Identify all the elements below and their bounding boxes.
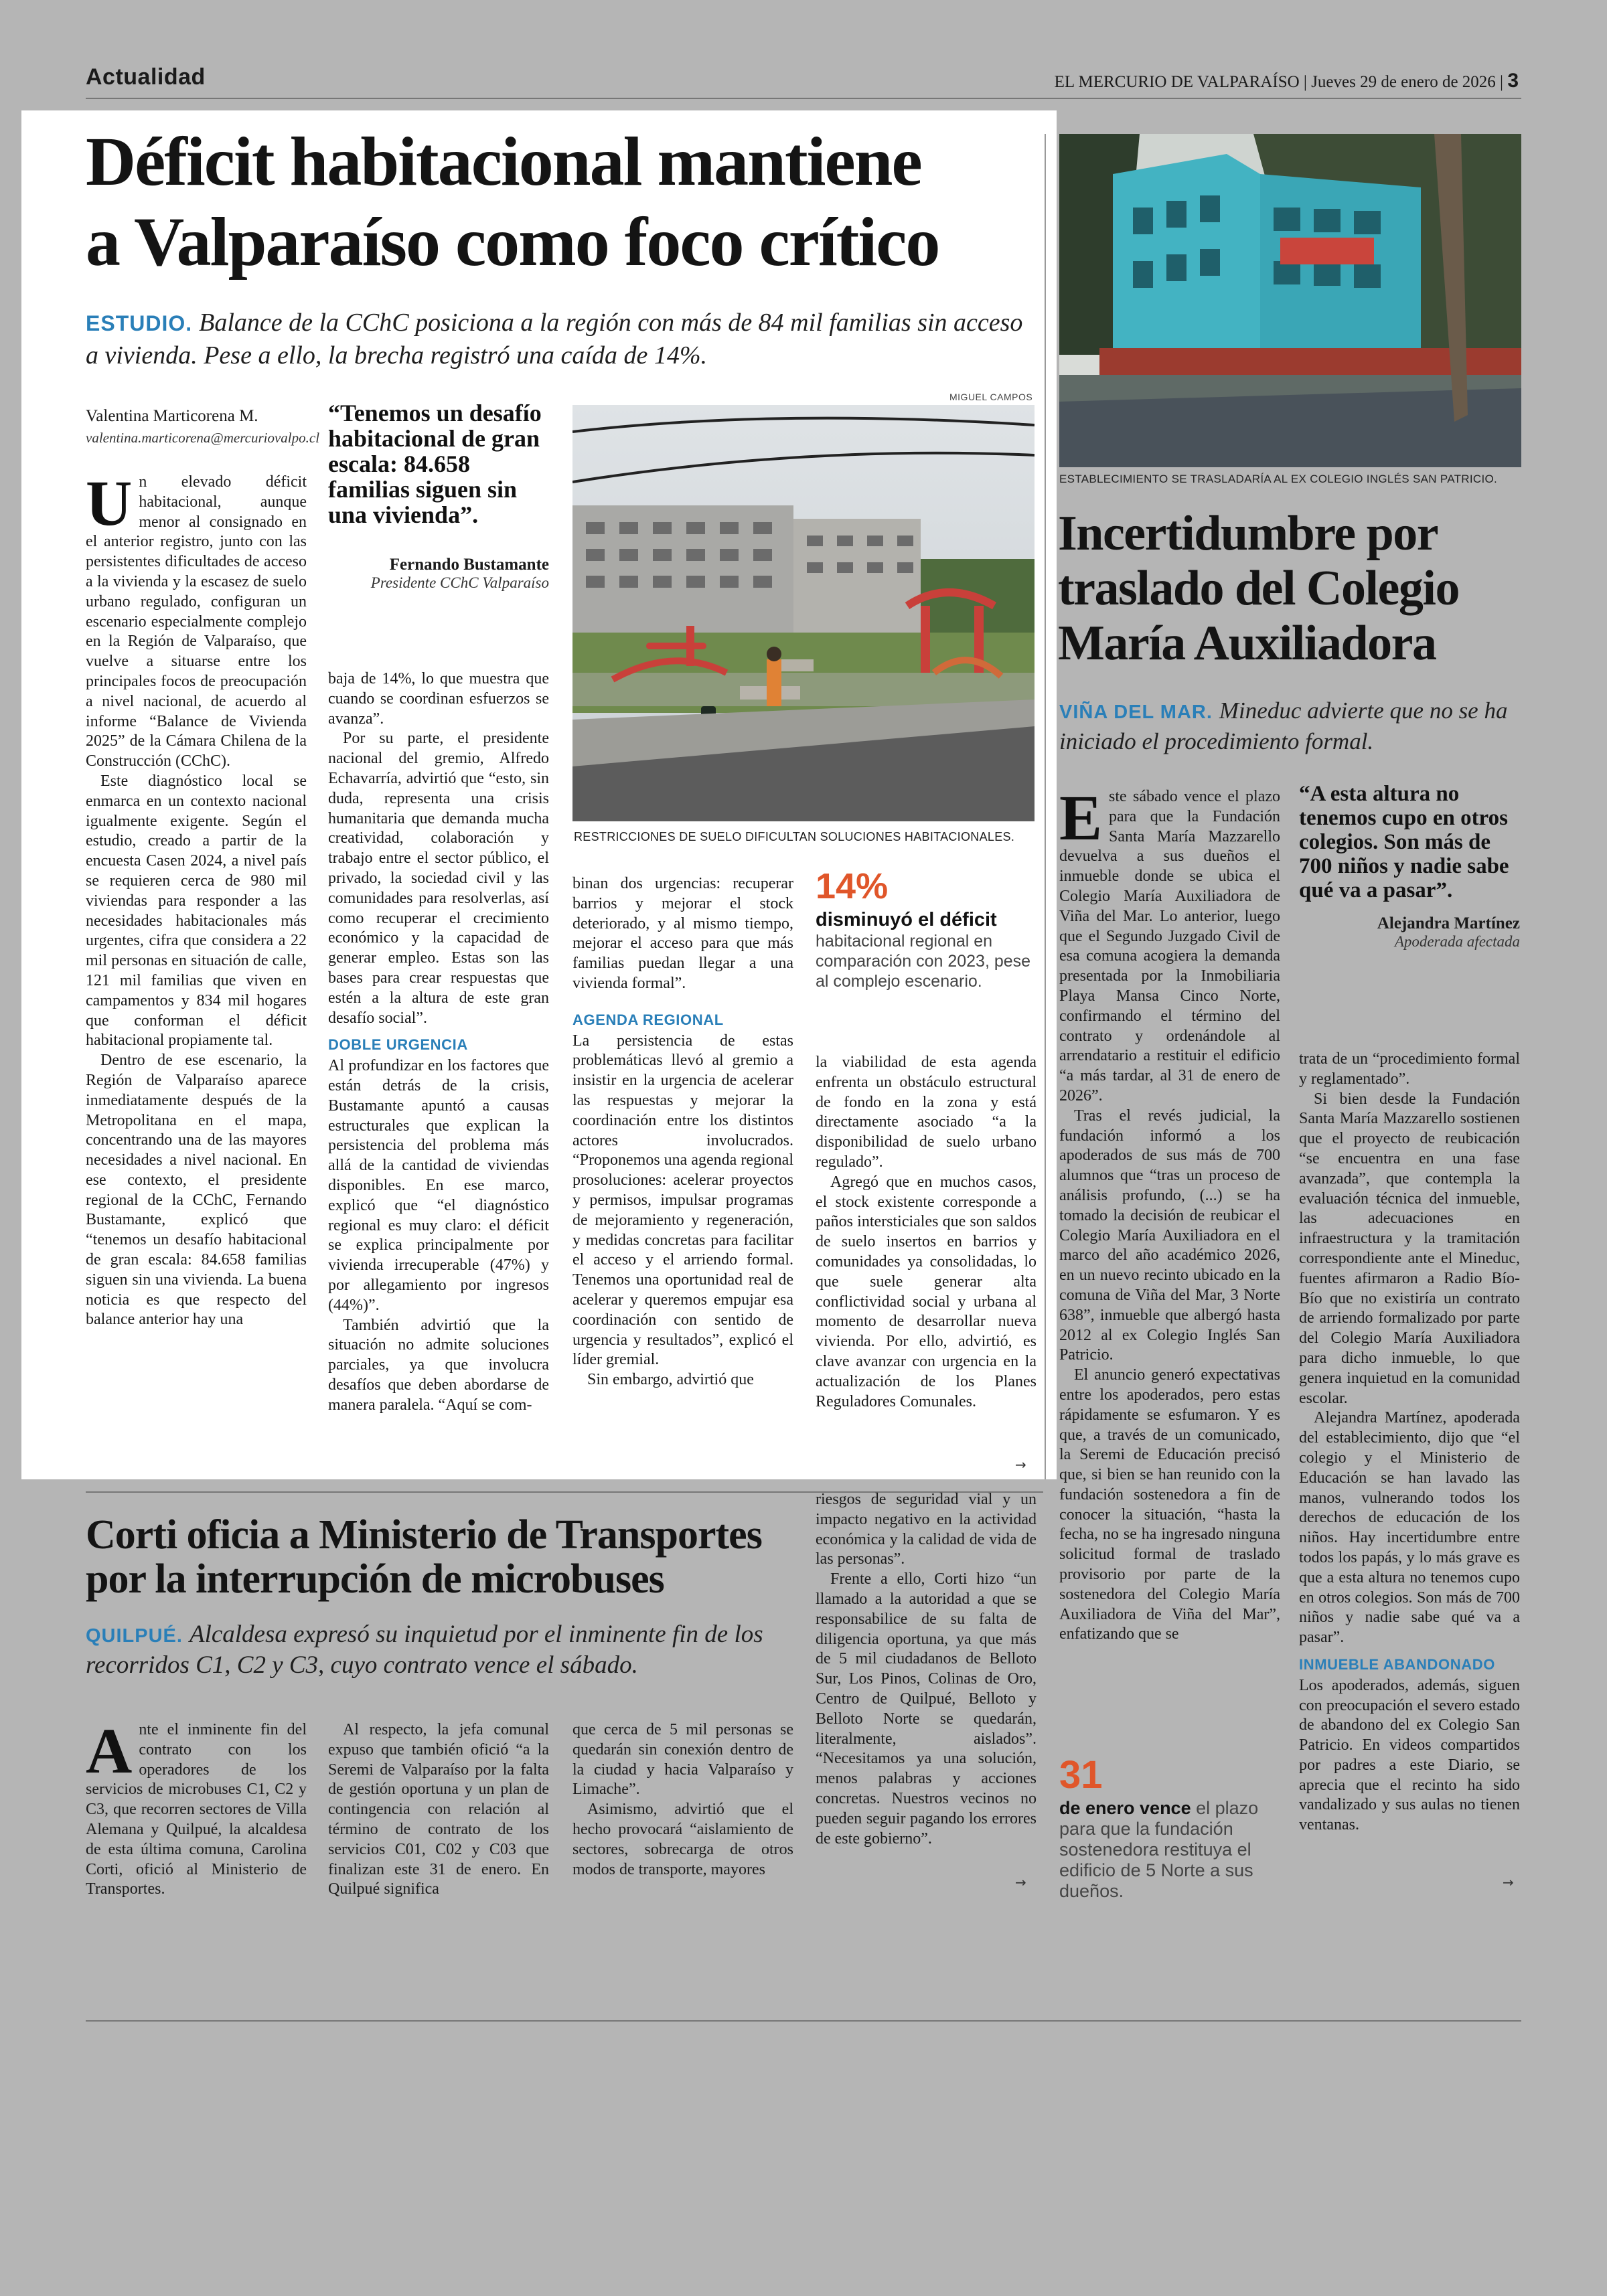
paragraph: Al respecto, la jefa comunal expuso que también ofició “a la Seremi de Valparaíso por la falta de gestión oportuna y un plan de contingencia con relación al término de contrato de los servicios C01, C02 y C03 que finalizan este 31 de enero. En Quilpué significa	[328, 1721, 549, 1898]
side-stat-value: 31	[1059, 1753, 1103, 1797]
paragraph: binan dos urgencias: recuperar barrios y mejorar el stock deteriorado, y al mismo tiempo, mejorar el acceso para que más familias puedan llegar a una vivienda formal”.	[572, 875, 793, 992]
paragraph: n elevado déficit habitacional, aunque menor al consignado en el anterior registro, junto con las persistentes dificultades de acceso a la vivienda y la escasez de suelo urbano regulado, configuran un escenario especialmente complejo en la Región de Valparaíso, que vuelve a situarse entre los principales focos de preocupación a nivel nacional, de acuerdo al informe “Balance de Vivienda 2025” de la Cámara Chilena de la Construcción (CChC).	[86, 473, 307, 770]
bottom-column-1	[86, 1715, 307, 1900]
pullquote-role: Presidente CChC Valparaíso	[370, 574, 549, 591]
main-lead	[86, 307, 1037, 372]
paragraph: Los apoderados, además, siguen con preocupación el severo estado de abandono del ex Colegio San Patricio. En videos compartidos por padres a este Diario, se aprecia que el recinto ha sido vandalizado y sus aulas no tienen ventanas.	[1299, 1676, 1520, 1834]
paragraph: la viabilidad de esta agenda enfrenta un obstáculo estructural de fondo en la zona y está directamente asociado “a la disponibilidad de suelo urbano regulado”.	[816, 1054, 1037, 1171]
subhead-inmueble-abandonado: INMUEBLE ABANDONADO	[1299, 1655, 1495, 1673]
paragraph: También advirtió que la situación no admite soluciones parciales, ya que involucra desafíos que deben abordarse de manera paralela. “Aquí se com-	[328, 1316, 549, 1414]
bottom-lead-text: Alcaldesa expresó su inquietud por el inminente fin de los recorridos C1, C2 y C3, cuyo contrato vence el sábado.	[86, 1621, 763, 1679]
paragraph: La persistencia de estas problemáticas llevó al gremio a insistir en la urgencia de acelerar las respuestas y mejorar la coordinación entre los distintos actores involucrados. “Proponemos una agenda regional prosoluciones: acelerar proyectos y permisos, impulsar programas de mejoramiento y regeneración, y medidas concretas para facilitar el acceso y el arriendo formal. Tenemos una oportunidad real de acelerar y queremos empujar esa coordinación con sentido de urgencia y resultados”, explicó el líder gremial.	[572, 1032, 793, 1369]
top-rule	[86, 98, 1521, 99]
bottom-kicker: QUILPUÉ.	[86, 1625, 183, 1647]
school-photo	[1059, 134, 1521, 467]
side-headline-line3: María Auxiliadora	[1058, 616, 1436, 671]
housing-illustration	[572, 405, 1035, 821]
bottom-headline-line1: Corti oficia a Ministerio de Transportes	[86, 1512, 762, 1558]
school-photo-caption: ESTABLECIMIENTO SE TRASLADARÍA AL EX COLEGIO INGLÉS SAN PATRICIO.	[1059, 473, 1498, 485]
end-mark-icon: →	[1503, 1874, 1514, 1890]
side-lead	[1059, 696, 1521, 756]
paragraph: Si bien desde la Fundación Santa María Mazzarello sostienen que el proyecto de reubicación “se encuentra en una fase avanzada”, que contempla la evaluación técnica del inmueble, las adecuaciones en infraestructura y la tramitación correspondiente ante el Mineduc, fuentes afirmaron a Radio Bío-Bío que no existiría un contrato de arriendo formalizado por parte del Colegio María Auxiliadora para dicho inmueble, lo que genera inquietud en la comunidad escolar.	[1299, 1090, 1520, 1407]
side-stat-box	[1059, 1755, 1280, 1902]
photo-credit: MIGUEL CAMPOS	[949, 392, 1033, 402]
side-headline	[1058, 506, 1520, 671]
section-label: Actualidad	[86, 64, 206, 90]
bottom-column-2	[328, 1720, 549, 1900]
paragraph: baja de 14%, lo que muestra que cuando se coordinan esfuerzos se avanza”.	[328, 670, 549, 728]
bottom-dropcap: A	[86, 1715, 133, 1787]
stat-heading: disminuyó el déficit	[816, 909, 997, 930]
main-dropcap: U	[86, 467, 133, 539]
column-divider	[1045, 134, 1046, 1479]
paragraph: que cerca de 5 mil personas se quedarán sin conexión dentro de la ciudad y hacia Valparaíso y Limache”.	[572, 1721, 793, 1799]
main-headline-line1: Déficit habitacional mantiene	[86, 123, 921, 200]
byline-email: valentina.marticorena@mercuriovalpo.cl	[86, 430, 320, 446]
masthead-text: EL MERCURIO DE VALPARAÍSO | Jueves 29 de enero de 2026 |	[1054, 73, 1504, 91]
paragraph: nte el inminente fin del contrato con los operadores de los servicios de microbuses C1, C2 y C3, que recorren sectores de Villa Alemana y Quilpué, la alcaldesa de esta última comuna, Carolina Corti, ofició al Ministerio de Transportes.	[86, 1721, 307, 1898]
paragraph: Alejandra Martínez, apoderada del establecimiento, dijo que “el colegio y el Ministerio de Educación se han lavado las manos, vulnerando todos los derechos de educación de los niños. Hay incertidumbre entre todos los papás, y lo más grave es que a esta altura no tenemos cupo en otros colegios. Son más de 700 niños y nadie sabe qué va a pasar”.	[1299, 1409, 1520, 1647]
side-stat-text	[1059, 1798, 1280, 1902]
paragraph: El anuncio generó expectativas entre los apoderados, pero estas rápidamente se esfumaron. Y es que, a través de un comunicado, la Seremi de Educación precisó que, si bien se han reunido con la fundación sostenedora a fin de conocer la situación, “hasta la fecha, no se ha ingresado ninguna solicitud formal de traslado provisorio por parte de la sostenedora del Colegio María Auxiliadora de Viña del Mar”, enfatizando que se	[1059, 1366, 1280, 1643]
main-pullquote	[328, 400, 549, 592]
paragraph: Dentro de ese escenario, la Región de Valparaíso aparece inmediatamente después de la Metropolitana en el mapa, concentrando una de las mayores necesidades a nivel nacional. En ese contexto, el presidente regional de la CChC, Fernando Bustamante, explicó que “tenemos un desafío habitacional de gran escala: 84.658 familias siguen sin una vivienda. La buena noticia es que respecto del balance anterior hay una	[86, 1052, 307, 1329]
main-column-4	[816, 1053, 1037, 1412]
pullquote-name: Fernando Bustamante	[389, 556, 549, 574]
side-pullquote-name: Alejandra Martínez	[1377, 914, 1520, 932]
end-mark-icon: →	[1015, 1874, 1026, 1890]
masthead	[1055, 70, 1519, 92]
side-dropcap: E	[1059, 782, 1103, 853]
main-column-3	[572, 874, 793, 1390]
bottom-lead	[86, 1620, 795, 1680]
stat-value: 14%	[816, 866, 889, 906]
side-column-2	[1299, 1050, 1520, 1835]
side-pullquote-text: “A esta altura no tenemos cupo en otros colegios. Son más de 700 niños y nadie sabe qué va a pasar”.	[1299, 782, 1509, 902]
housing-photo	[572, 405, 1035, 821]
paragraph: Al profundizar en los factores que están detrás de la crisis, Bustamante apuntó a causas estructurales que explican la persistencia del problema más allá de la cantidad de viviendas disponibles. En ese marco, explicó que “el diagnóstico regional es muy claro: el déficit se explica principalmente por vivienda irrecuperable (47%) y por allegamiento por ingresos (44%)”.	[328, 1057, 549, 1314]
main-headline	[86, 123, 1050, 280]
main-headline-line2: a Valparaíso como foco crítico	[86, 203, 939, 280]
paragraph: trata de un “procedimiento formal y reglamentado”.	[1299, 1050, 1520, 1088]
housing-photo-caption: RESTRICCIONES DE SUELO DIFICULTAN SOLUCIONES HABITACIONALES.	[574, 830, 1015, 843]
main-lead-text: Balance de la CChC posiciona a la región con más de 84 mil familias sin acceso a vivienda. Pese a ello, la brecha registró una caída de 14%.	[86, 309, 1023, 370]
bottom-headline-line2: por la interrupción de microbuses	[86, 1556, 664, 1602]
paragraph: riesgos de seguridad vial y un impacto negativo en la actividad económica y la calidad de vida de las personas”.	[816, 1491, 1037, 1568]
side-stat-body: el plazo para que la fundación sostenedora restituya el edificio de 5 Norte a sus dueños.	[1059, 1798, 1259, 1901]
stat-body: habitacional regional en comparación con 2023, pese al complejo escenario.	[816, 932, 1031, 991]
side-pullquote-role: Apoderada afectada	[1394, 933, 1520, 950]
school-illustration	[1059, 134, 1521, 467]
paragraph: Frente a ello, Corti hizo “un llamado a la autoridad a que se responsabilice de su falta de diligencia oportuna, ya que más de 5 mil ciudadanos de Belloto Sur, Los Pinos, Colinas de Oro, Centro de Quilpué, Belloto y Belloto Norte se quedarán, literalmente, aislados”. “Necesitamos ya una solución, menos palabras y acciones concretas. Nuestros vecinos no pueden seguir pagando los errores de este gobierno”.	[816, 1570, 1037, 1848]
paragraph: Agregó que en muchos casos, el stock existente corresponde a paños intersticiales que son saldos de suelo insertos en barrios y comunidades ya consolidadas, lo que suele generar alta conflictividad social y urbana al momento de desarrollar nueva vivienda. Por ello, advirtió, es clave avanzar con urgencia en la actualización de los Planes Reguladores Comunales.	[816, 1173, 1037, 1410]
subhead-agenda-regional: AGENDA REGIONAL	[572, 1011, 724, 1028]
byline: Valentina Marticorena M.	[86, 407, 258, 425]
end-mark-icon: →	[1015, 1457, 1026, 1473]
main-stat-box	[816, 868, 1037, 991]
side-stat-heading: de enero vence	[1059, 1798, 1191, 1818]
paragraph: Sin embargo, advirtió que	[587, 1371, 754, 1389]
page-number: 3	[1507, 70, 1519, 92]
bottom-column-4	[816, 1490, 1037, 1849]
bottom-rule	[86, 2020, 1521, 2022]
paragraph: Este diagnóstico local se enmarca en un contexto nacional igualmente exigente. Según el estudio, creado a partir de la encuesta Casen 2024, a nivel país se requieren cerca de 980 mil viviendas para responder a las necesidades habitacionales más urgentes, cifra que considera a 22 mil personas en situación de calle, 121 mil familias que viven en campamentos y 834 mil hogares que conforman el déficit habitacional propiamente tal.	[86, 772, 307, 1050]
main-column-1	[86, 467, 307, 1330]
paragraph: Tras el revés judicial, la fundación informó a los apoderados de sus más de 700 alumnos que “tras un proceso de análisis profundo, (...) se ha tomado la decisión de reubicar el Colegio María Auxiliadora en el marco del año académico 2026, en un nuevo recinto ubicado en la comuna de Viña del Mar, 3 Norte 638”, inmueble que albergó hasta 2012 al ex Colegio Inglés San Patricio.	[1059, 1106, 1280, 1364]
side-lead-text: Mineduc advierte que no se ha iniciado el procedimiento formal.	[1059, 698, 1508, 754]
side-headline-line1: Incertidumbre por	[1058, 506, 1438, 561]
pullquote-text: “Tenemos un desafío habitacional de gran escala: 84.658 familias siguen sin una vivienda”.	[328, 400, 542, 528]
subhead-doble-urgencia: DOBLE URGENCIA	[328, 1036, 468, 1054]
side-pullquote	[1299, 782, 1520, 951]
main-kicker: ESTUDIO.	[86, 311, 193, 335]
main-column-2	[328, 669, 549, 1415]
side-headline-line2: traslado del Colegio	[1058, 561, 1459, 616]
paragraph: Por su parte, el presidente nacional del gremio, Alfredo Echavarría, advirtió que “esto, sin duda, representa una crisis humanitaria que demanda mucha creatividad, colaboración y trabajo entre el sector público, el privado, la sociedad civil y las comunidades para resolverlas, así como recuperar el crecimiento económico y la capacidad de generar empleo. Estas son las bases para crear respuestas que estén a la altura de este gran desafío social”.	[328, 730, 549, 1027]
paragraph: Asimismo, advirtió que el hecho provocará “aislamiento de sectores, sobrecarga de otros modos de transporte, mayores	[572, 1801, 793, 1878]
bottom-column-3	[572, 1720, 793, 1880]
paragraph: ste sábado vence el plazo para que la Fundación Santa María Mazzarello devuelva a sus dueños el inmueble donde se ubica el Colegio María Auxiliadora de Viña del Mar. Lo anterior, luego que el Segundo Juzgado Civil de esa comuna acogiera la demanda presentada por la Inmobiliaria Playa Mansa Cinco Norte, confirmando el término del contrato y ordenándole al arrendatario a restituir el edificio “a más tardar, al 31 de enero de 2026”.	[1059, 788, 1280, 1104]
side-kicker: VIÑA DEL MAR.	[1059, 702, 1213, 723]
side-column-1	[1059, 782, 1280, 1645]
